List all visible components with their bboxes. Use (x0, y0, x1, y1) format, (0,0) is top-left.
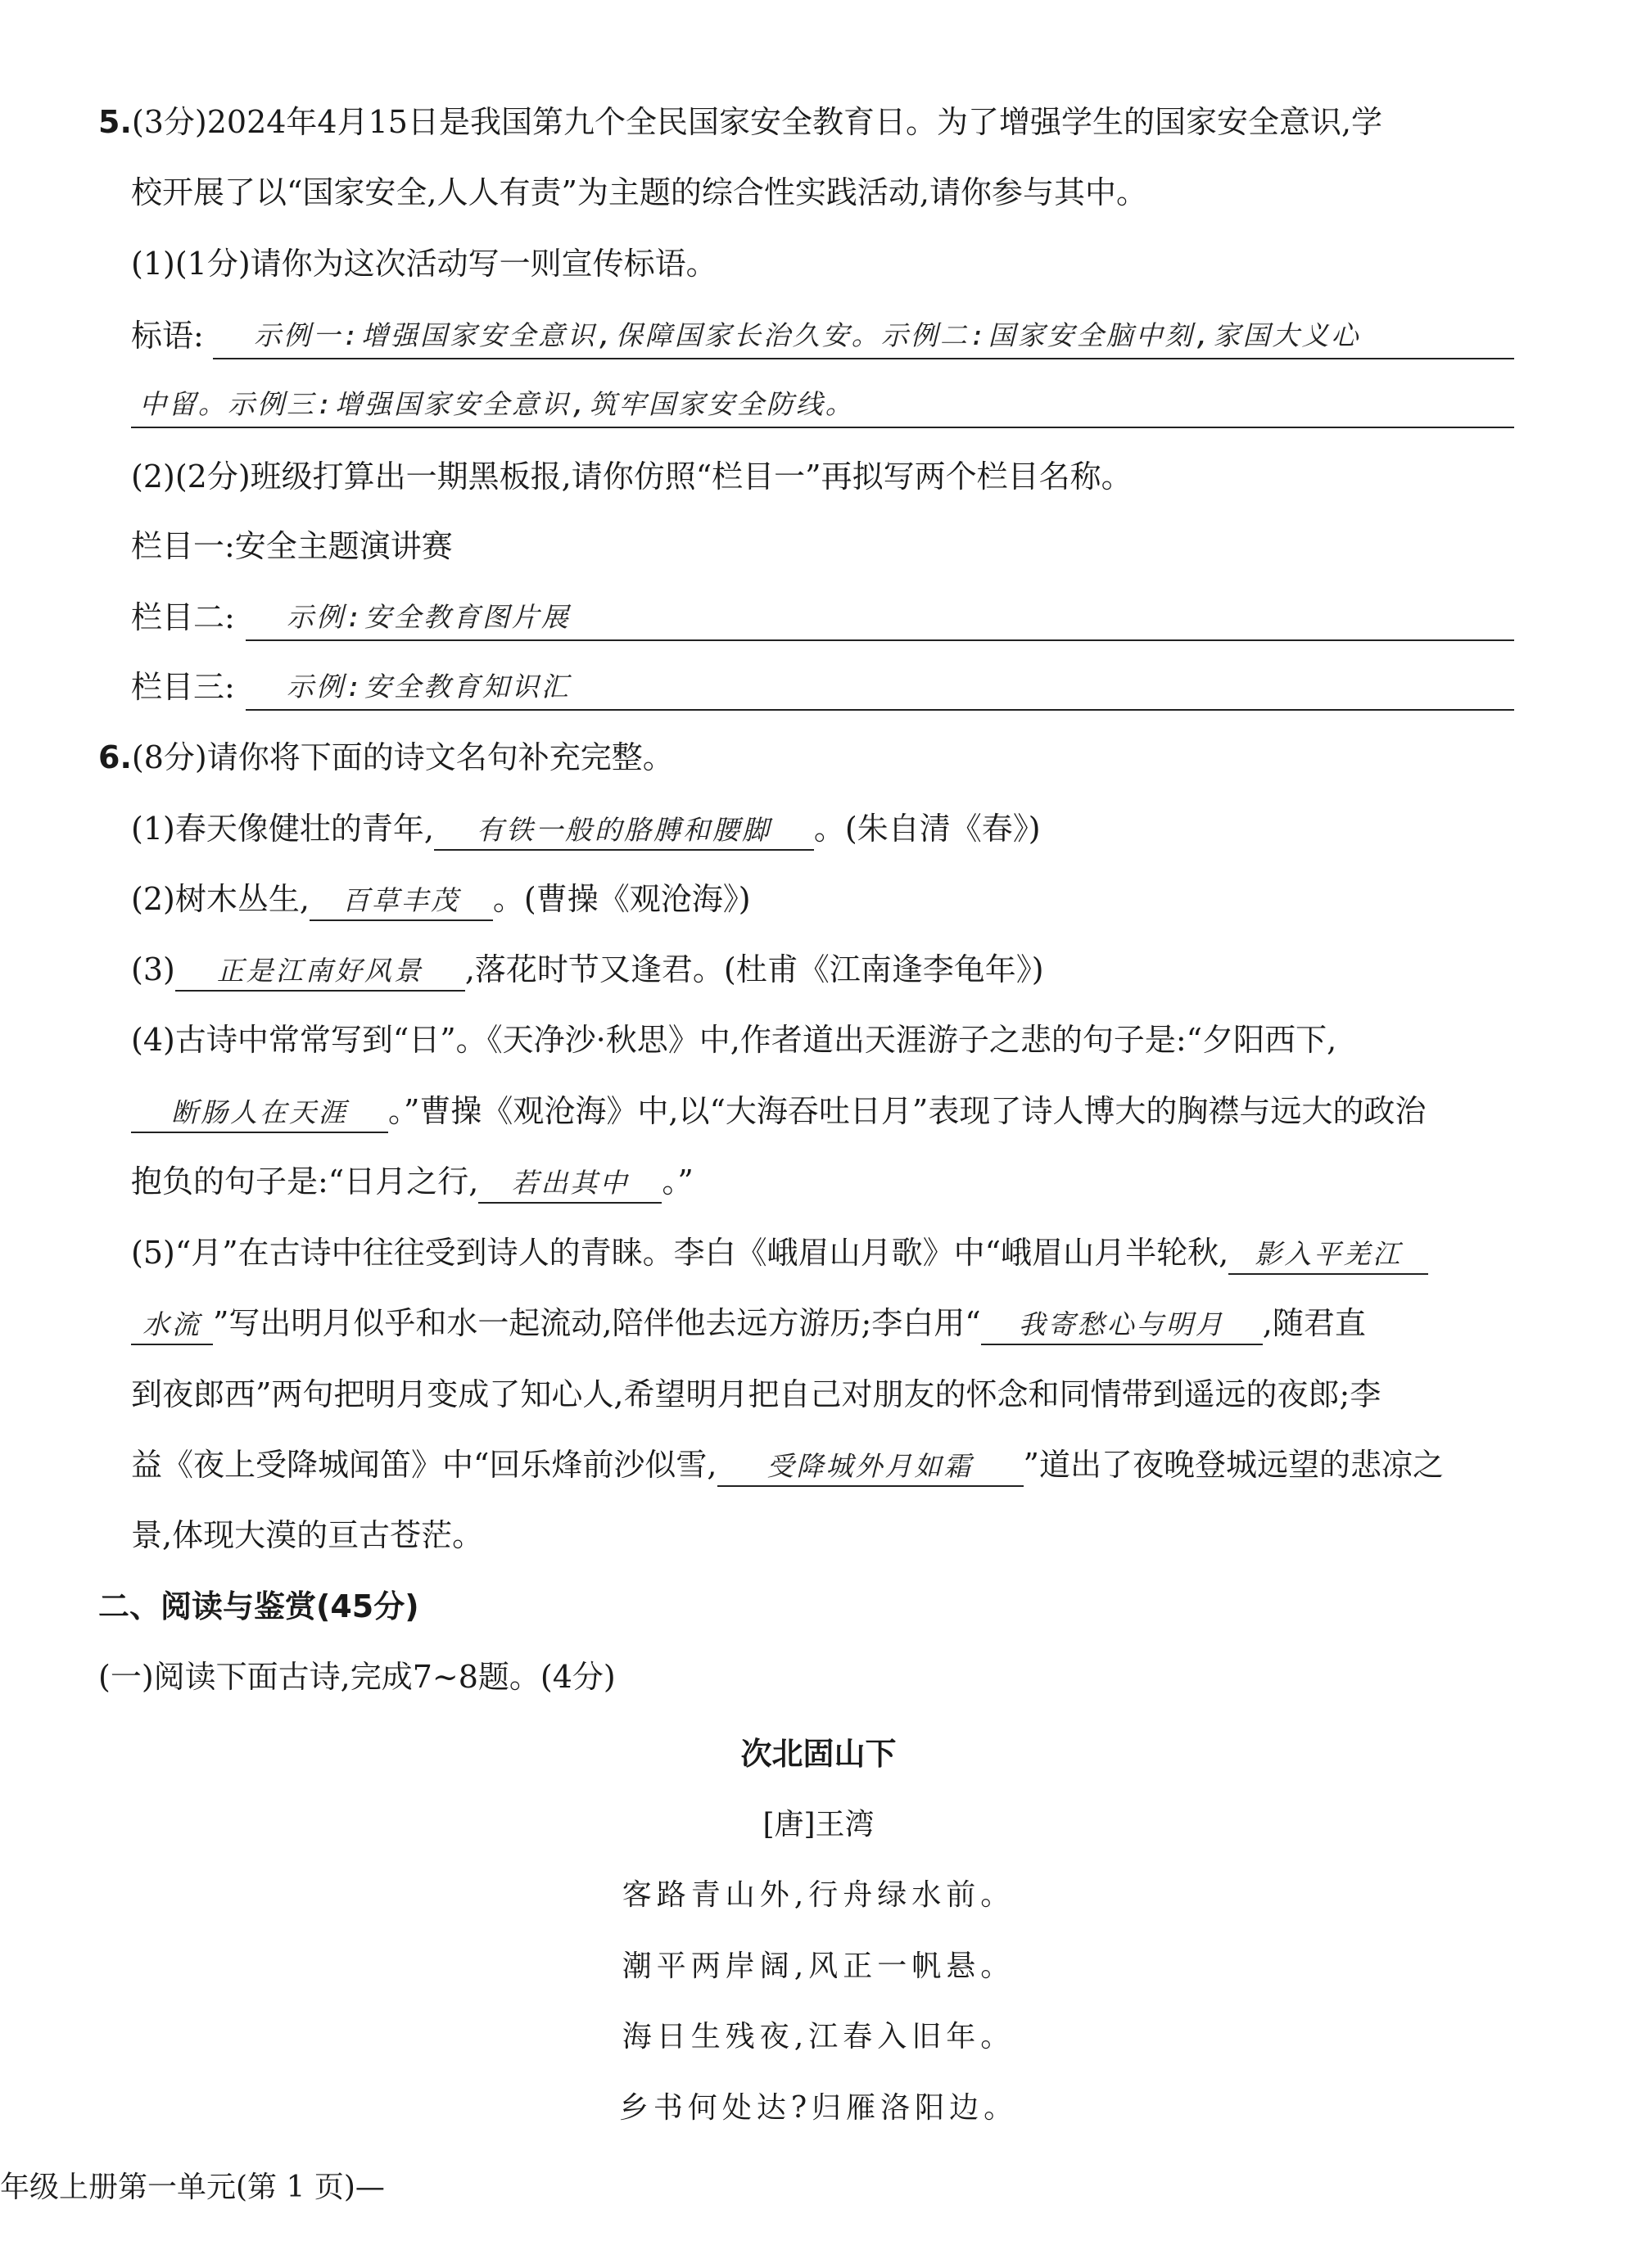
section-2-title: 二、阅读与鉴赏(45分) (98, 1588, 419, 1624)
q6-sentence-4-line-2 (131, 1089, 1514, 1133)
s3-post: ,落花时节又逢君。(杜甫《江南逢李龟年》) (464, 951, 1044, 987)
poem-line-3: 海日生残夜,江春入旧年。 (622, 2020, 1015, 2053)
s5-line4-pre: 益《夜上受降城闻笛》中“回乐烽前沙似雪, (131, 1447, 717, 1483)
q6-sentence-5-line-4 (131, 1443, 1514, 1487)
s5-line4-post: ”道出了夜晚登城远望的悲凉之 (1023, 1447, 1444, 1483)
s4-line3-pre: 抱负的句子是:“日月之行, (131, 1163, 479, 1200)
s2-post: 。(曹操《观沧海》) (492, 881, 751, 917)
q6-sentence-5-line-5: 景,体现大漠的亘古苍茫。 (131, 1517, 484, 1553)
s5-answer-blank-1a[interactable]: 影入平羌江 (1228, 1236, 1428, 1275)
slogan-answer-text-2: 中留。示例三:增强国家安全意识,筑牢国家安全防线。 (139, 388, 855, 420)
s5-answer-blank-2[interactable]: 我寄愁心与明月 (981, 1306, 1263, 1345)
slogan-answer-text-1: 示例一:增强国家安全意识,保障国家长治久安。示例二:国家安全脑中刻,家国大义心 (254, 319, 1361, 351)
q5-stem-line-2: 校开展了以“国家安全,人人有责”为主题的综合性实践活动,请你参与其中。 (131, 174, 1148, 210)
s5-answer-blank-3[interactable]: 受降城外月如霜 (717, 1448, 1024, 1487)
poem-title: 次北固山下 (740, 1736, 897, 1772)
s4-answer-blank-2[interactable]: 若出其中 (478, 1164, 662, 1204)
slogan-answer-line-2[interactable] (131, 382, 1514, 428)
poem-line-4: 乡书何处达?归雁洛阳边。 (618, 2091, 1019, 2125)
poem-line-1: 客路青山外,行舟绿水前。 (622, 1878, 1015, 1912)
poem-author: [唐]王湾 (762, 1808, 875, 1841)
column-one: 栏目一:安全主题演讲赛 (131, 528, 453, 564)
s1-pre: (1)春天像健壮的青年, (131, 811, 434, 847)
s5-line1-pre: (5)“月”在古诗中往往受到诗人的青睐。李白《峨眉山月歌》中“峨眉山月半轮秋, (131, 1235, 1229, 1271)
s3-pre: (3) (131, 951, 175, 987)
s4-answer-blank-1[interactable]: 断肠人在天涯 (131, 1094, 388, 1133)
column-three-label: 栏目三: (131, 669, 235, 705)
q5-number: 5. (98, 104, 132, 140)
q6-sentence-3 (131, 947, 1514, 992)
q6-sentence-2 (131, 877, 1514, 921)
poem-line-2: 潮平两岸阔,风正一帆悬。 (622, 1949, 1015, 1983)
column-two-answer: 示例:安全教育图片展 (287, 601, 571, 633)
column-three-answer-line[interactable] (246, 665, 1514, 711)
q5-part2-prompt: (2)(2分)班级打算出一期黑板报,请你仿照“栏目一”再拟写两个栏目名称。 (131, 459, 1133, 495)
q6-sentence-4-line-1: (4)古诗中常常写到“日”。《天净沙·秋思》中,作者道出天涯游子之悲的句子是:“夕阳西下, (131, 1022, 1337, 1058)
q6-stem (98, 735, 1514, 779)
s5-line2-post: ,随君直 (1262, 1305, 1366, 1341)
s5-line2-mid: ”写出明月似乎和水一起流动,陪伴他去远方游历;李白用“ (213, 1305, 981, 1341)
column-two-answer-line[interactable] (246, 595, 1514, 641)
s1-answer-blank[interactable]: 有铁一般的胳膊和腰脚 (434, 811, 814, 851)
q6-sentence-1 (131, 806, 1514, 851)
s3-answer-blank[interactable]: 正是江南好风景 (175, 952, 465, 992)
column-two-label: 栏目二: (131, 599, 235, 635)
q6-stem-text: (8分)请你将下面的诗文名句补充完整。 (131, 739, 674, 775)
q5-part1-prompt: (1)(1分)请你为这次活动写一则宣传标语。 (131, 246, 717, 282)
column-three-answer: 示例:安全教育知识汇 (287, 671, 571, 703)
s4-line2-text: 。”曹操《观沧海》中,以“大海吞吐日月”表现了诗人博大的胸襟与远大的政治 (388, 1093, 1427, 1129)
q6-sentence-5-line-1 (131, 1231, 1514, 1275)
q6-number: 6. (98, 739, 132, 775)
s5-answer-blank-1b[interactable]: 水流 (131, 1306, 213, 1345)
q6-sentence-4-line-3 (131, 1159, 1514, 1204)
q5-stem-line-1 (98, 100, 1514, 144)
slogan-label: 标语: (131, 318, 204, 354)
q6-sentence-5-line-2 (131, 1301, 1514, 1345)
q5-stem-text-1: (3分)2024年4月15日是我国第九个全民国家安全教育日。为了增强学生的国家安全意识,学 (131, 104, 1383, 140)
page-footer: 年级上册第一单元(第 1 页)— (0, 2171, 385, 2204)
s1-post: 。(朱自清《春》) (813, 811, 1041, 847)
slogan-answer-line-1[interactable] (213, 314, 1514, 359)
s2-pre: (2)树木丛生, (131, 881, 310, 917)
q6-sentence-5-line-3: 到夜郎西”两句把明月变成了知心人,希望明月把自己对朋友的怀念和同情带到遥远的夜郎;李 (131, 1376, 1382, 1412)
s4-line3-post: 。” (662, 1163, 694, 1200)
section-2-subtitle: (一)阅读下面古诗,完成7~8题。(4分) (98, 1659, 616, 1695)
s2-answer-blank[interactable]: 百草丰茂 (310, 882, 493, 921)
